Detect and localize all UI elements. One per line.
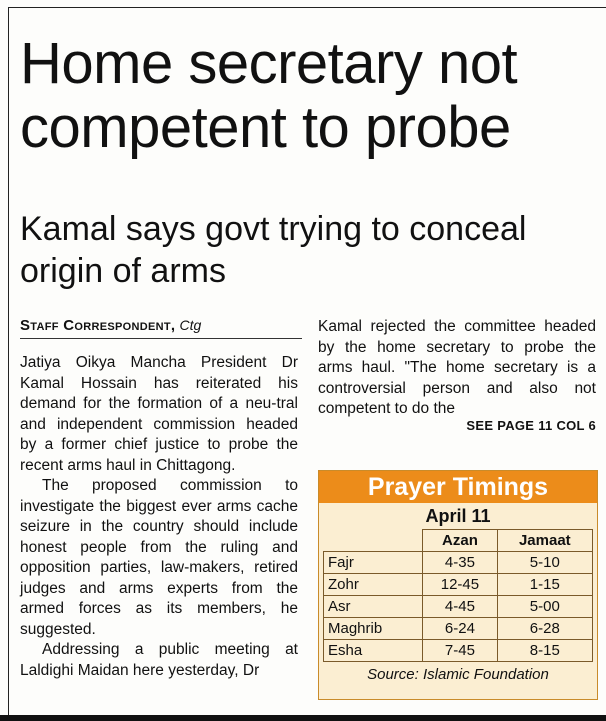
table-row	[324, 552, 593, 574]
prayer-name: Esha	[324, 640, 423, 662]
jamaat-time: 1-15	[497, 574, 592, 596]
prayer-timings-date: April 11	[425, 506, 491, 526]
left-rule	[8, 7, 9, 715]
prayer-timings-box	[318, 470, 598, 700]
table-row	[324, 618, 593, 640]
continued-reference: SEE PAGE 11 COL 6	[466, 418, 596, 433]
prayer-timings-title: Prayer Timings	[319, 471, 597, 503]
prayer-name: Asr	[324, 596, 423, 618]
azan-time: 6-24	[423, 618, 497, 640]
bottom-rule	[0, 715, 606, 721]
table-row	[324, 640, 593, 662]
article-paragraph-1: Jatiya Oikya Mancha President Dr Kamal Hossain has reiterated his demand for the formation of a neu-tral and independent commission headed by a former chief justice to probe the recent arms haul in Chittagong.	[20, 354, 298, 474]
prayer-name: Zohr	[324, 574, 423, 596]
prayer-table-header-blank	[324, 530, 423, 552]
byline-name: Staff Correspondent,	[20, 317, 176, 334]
azan-time: 4-45	[423, 596, 497, 618]
article-column-1	[20, 353, 298, 681]
top-rule	[8, 7, 606, 8]
prayer-table-header-azan: Azan	[423, 530, 497, 552]
byline	[20, 317, 302, 339]
prayer-name: Maghrib	[324, 618, 423, 640]
azan-time: 7-45	[423, 640, 497, 662]
jamaat-time: 8-15	[497, 640, 592, 662]
prayer-table-header-jamaat: Jamaat	[497, 530, 592, 552]
headline: Home secretary not competent to probe	[20, 31, 518, 160]
article-paragraph-3: Addressing a public meeting at Laldighi Maidan here yesterday, Dr	[20, 641, 298, 679]
table-row	[324, 574, 593, 596]
article-paragraph-4: Kamal rejected the committee headed by the home secretary to probe the arms haul. "The home secretary is a controversial person and also not competent to do the	[318, 318, 596, 417]
byline-location: Ctg	[179, 317, 202, 333]
jamaat-time: 5-00	[497, 596, 592, 618]
jamaat-time: 6-28	[497, 618, 592, 640]
article-paragraph-2: The proposed commission to investigate the biggest ever arms cache seizure in the country should include honest people from the ruling and opposition parties, law-makers, retired judges and arms experts from the armed forces as its members, he suggested.	[20, 477, 298, 638]
azan-time: 4-35	[423, 552, 497, 574]
prayer-table-header-row	[324, 530, 593, 552]
table-row	[324, 596, 593, 618]
article-column-2	[318, 317, 596, 420]
azan-time: 12-45	[423, 574, 497, 596]
prayer-timings-table	[323, 529, 593, 662]
subheadline: Kamal says govt trying to conceal origin of arms	[20, 210, 527, 290]
jamaat-time: 5-10	[497, 552, 592, 574]
prayer-timings-source: Source: Islamic Foundation	[367, 666, 549, 683]
prayer-name: Fajr	[324, 552, 423, 574]
